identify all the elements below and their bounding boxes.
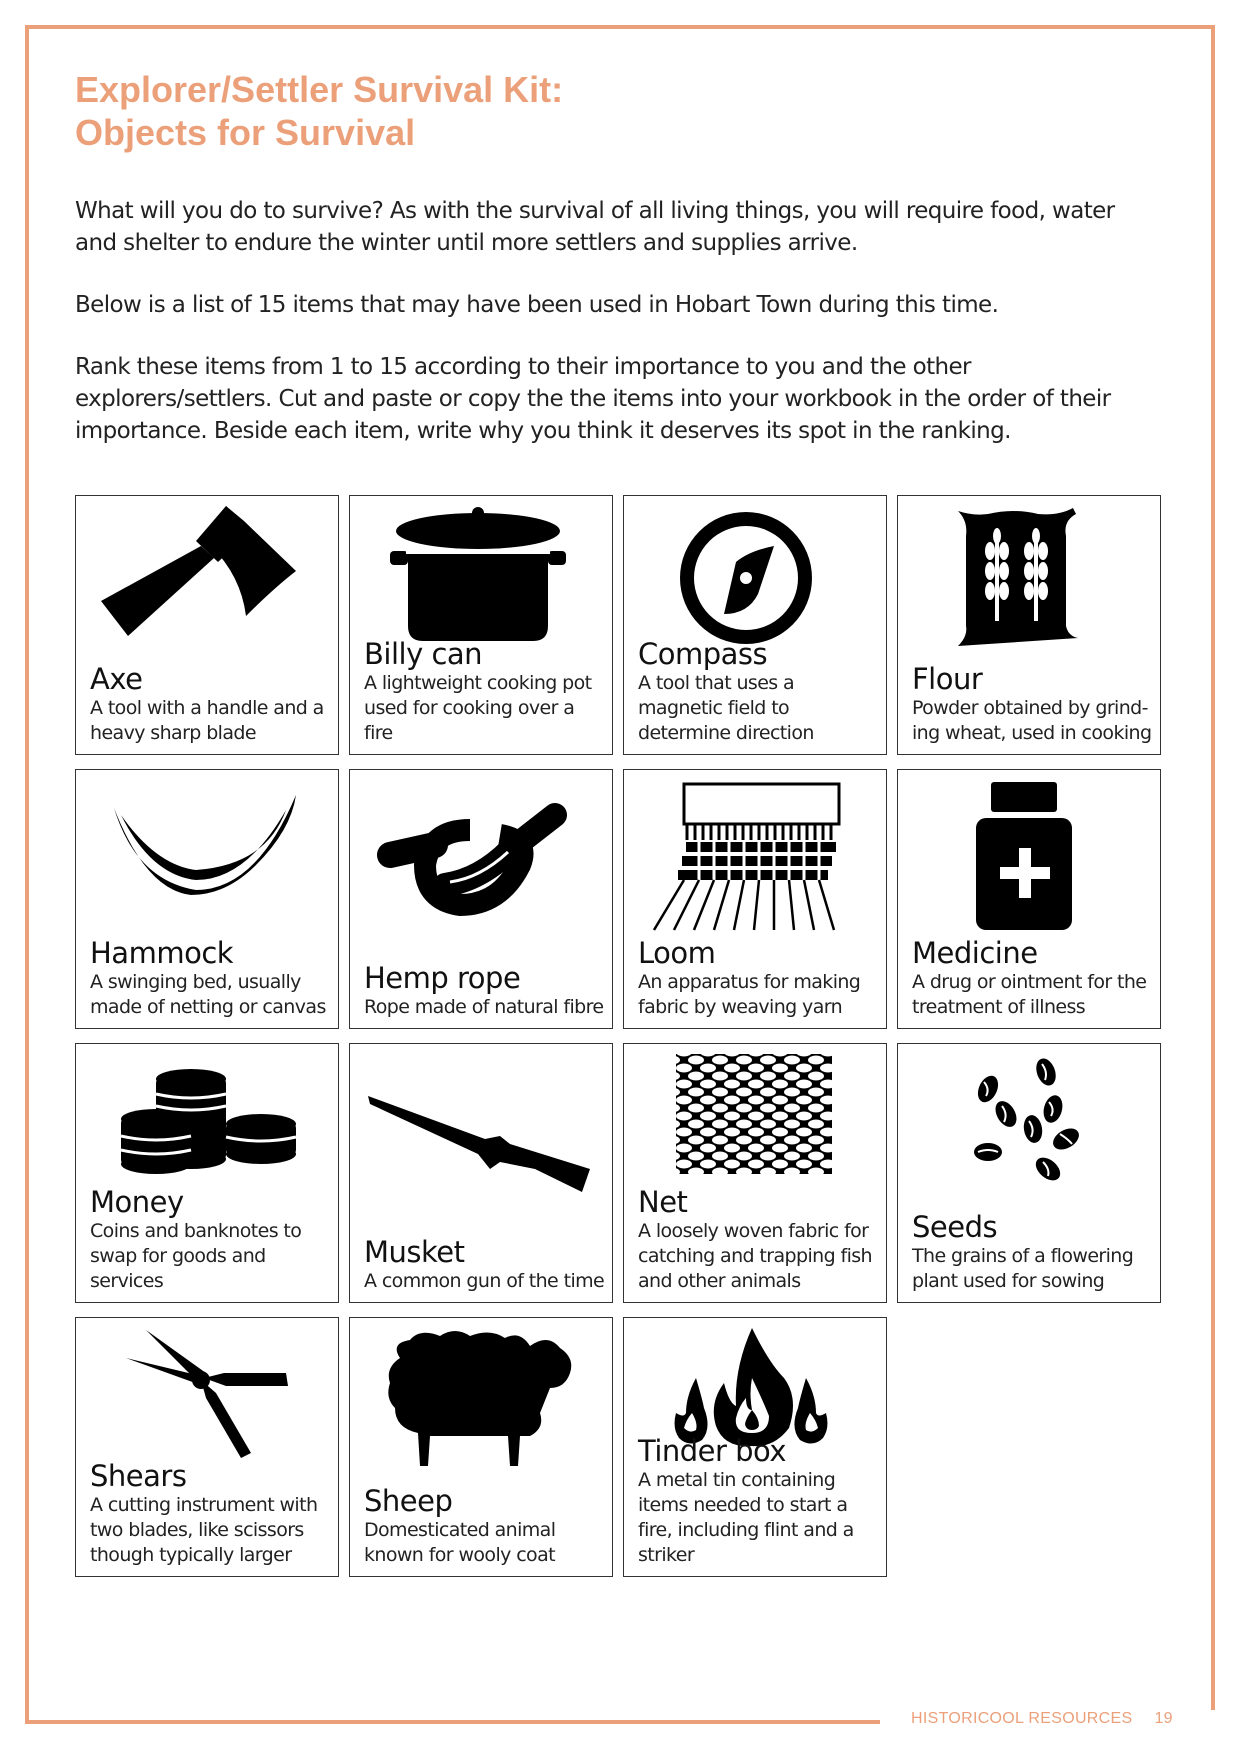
page-footer [905,1710,1179,1728]
item-name: Seeds [912,1210,998,1244]
rope-knot-icon [350,770,614,935]
item-description: Coins and banknotes to swap for goods and services [90,1220,302,1292]
page-title [75,68,563,154]
item-card-loom [623,769,887,1029]
item-description: An apparatus for making fabric by weaving yarn [638,971,861,1018]
axe-icon [76,496,340,661]
sheep-icon [350,1318,614,1483]
loom-icon [624,770,888,935]
item-name: Billy can [364,637,483,671]
item-card-musket [349,1043,613,1303]
item-description: Powder obtained by grind-ing wheat, used in cooking [912,697,1152,744]
page-number: 19 [1154,1710,1173,1727]
item-name: Flour [912,662,983,696]
item-card-net [623,1043,887,1303]
item-card-medicine [897,769,1161,1029]
item-name: Axe [90,662,143,696]
item-name: Sheep [364,1484,453,1518]
musket-icon [350,1044,614,1209]
item-card-sheep [349,1317,613,1577]
item-description: A swinging bed, usually made of netting or canvas [90,971,326,1018]
item-card-hammock [75,769,339,1029]
item-description: The grains of a flowering plant used for sowing [912,1245,1134,1292]
item-name: Medicine [912,936,1038,970]
item-name: Loom [638,936,716,970]
item-name: Compass [638,637,768,671]
hammock-icon [76,770,340,935]
medicine-bottle-icon [898,770,1162,935]
item-description: A cutting instrument with two blades, like scissors though typically larger [90,1494,318,1566]
item-description: A common gun of the time [364,1270,605,1292]
item-description: A tool with a handle and a heavy sharp blade [90,697,324,744]
item-card-money [75,1043,339,1303]
intro-paragraph-2: Below is a list of 15 items that may have been used in Hobart Town during this time. [75,292,999,318]
item-name: Net [638,1185,688,1219]
item-description: A lightweight cooking pot used for cooking over a fire [364,672,592,744]
item-card-shears [75,1317,339,1577]
seeds-icon [898,1044,1162,1209]
title-line-2: Objects for Survival [75,112,416,153]
footer-label: HISTORICOOL RESOURCES [911,1710,1133,1727]
item-description: Domesticated animal known for wooly coat [364,1519,556,1566]
item-card-tinder-box [623,1317,887,1577]
title-line-1: Explorer/Settler Survival Kit: [75,69,564,110]
item-name: Hemp rope [364,961,521,995]
item-description: Rope made of natural fibre [364,996,604,1018]
item-name: Musket [364,1235,465,1269]
item-description: A drug or ointment for the treatment of illness [912,971,1147,1018]
item-card-billy-can [349,495,613,755]
item-card-compass [623,495,887,755]
item-name: Hammock [90,936,234,970]
flour-sack-icon [898,496,1162,661]
item-card-seeds [897,1043,1161,1303]
intro-paragraph-3: Rank these items from 1 to 15 according to their importance to you and the other explorers/settlers. Cut and paste or copy the the items into your workbook in the order of their importance. Beside each item, write why you think it deserves its spot in the ranking. [75,354,1111,444]
item-description: A metal tin containing items needed to start a fire, including flint and a striker [638,1469,854,1566]
item-card-axe [75,495,339,755]
item-description: A tool that uses a magnetic field to determine direction [638,672,814,744]
item-name: Tinder box [638,1434,787,1468]
item-card-flour [897,495,1161,755]
item-name: Money [90,1185,184,1219]
item-card-hemp-rope [349,769,613,1029]
item-description: A loosely woven fabric for catching and trapping fish and other animals [638,1220,872,1292]
item-name: Shears [90,1459,187,1493]
intro-paragraph-1: What will you do to survive? As with the survival of all living things, you will require food, water and shelter to endure the winter until more settlers and supplies arrive. [75,198,1115,256]
